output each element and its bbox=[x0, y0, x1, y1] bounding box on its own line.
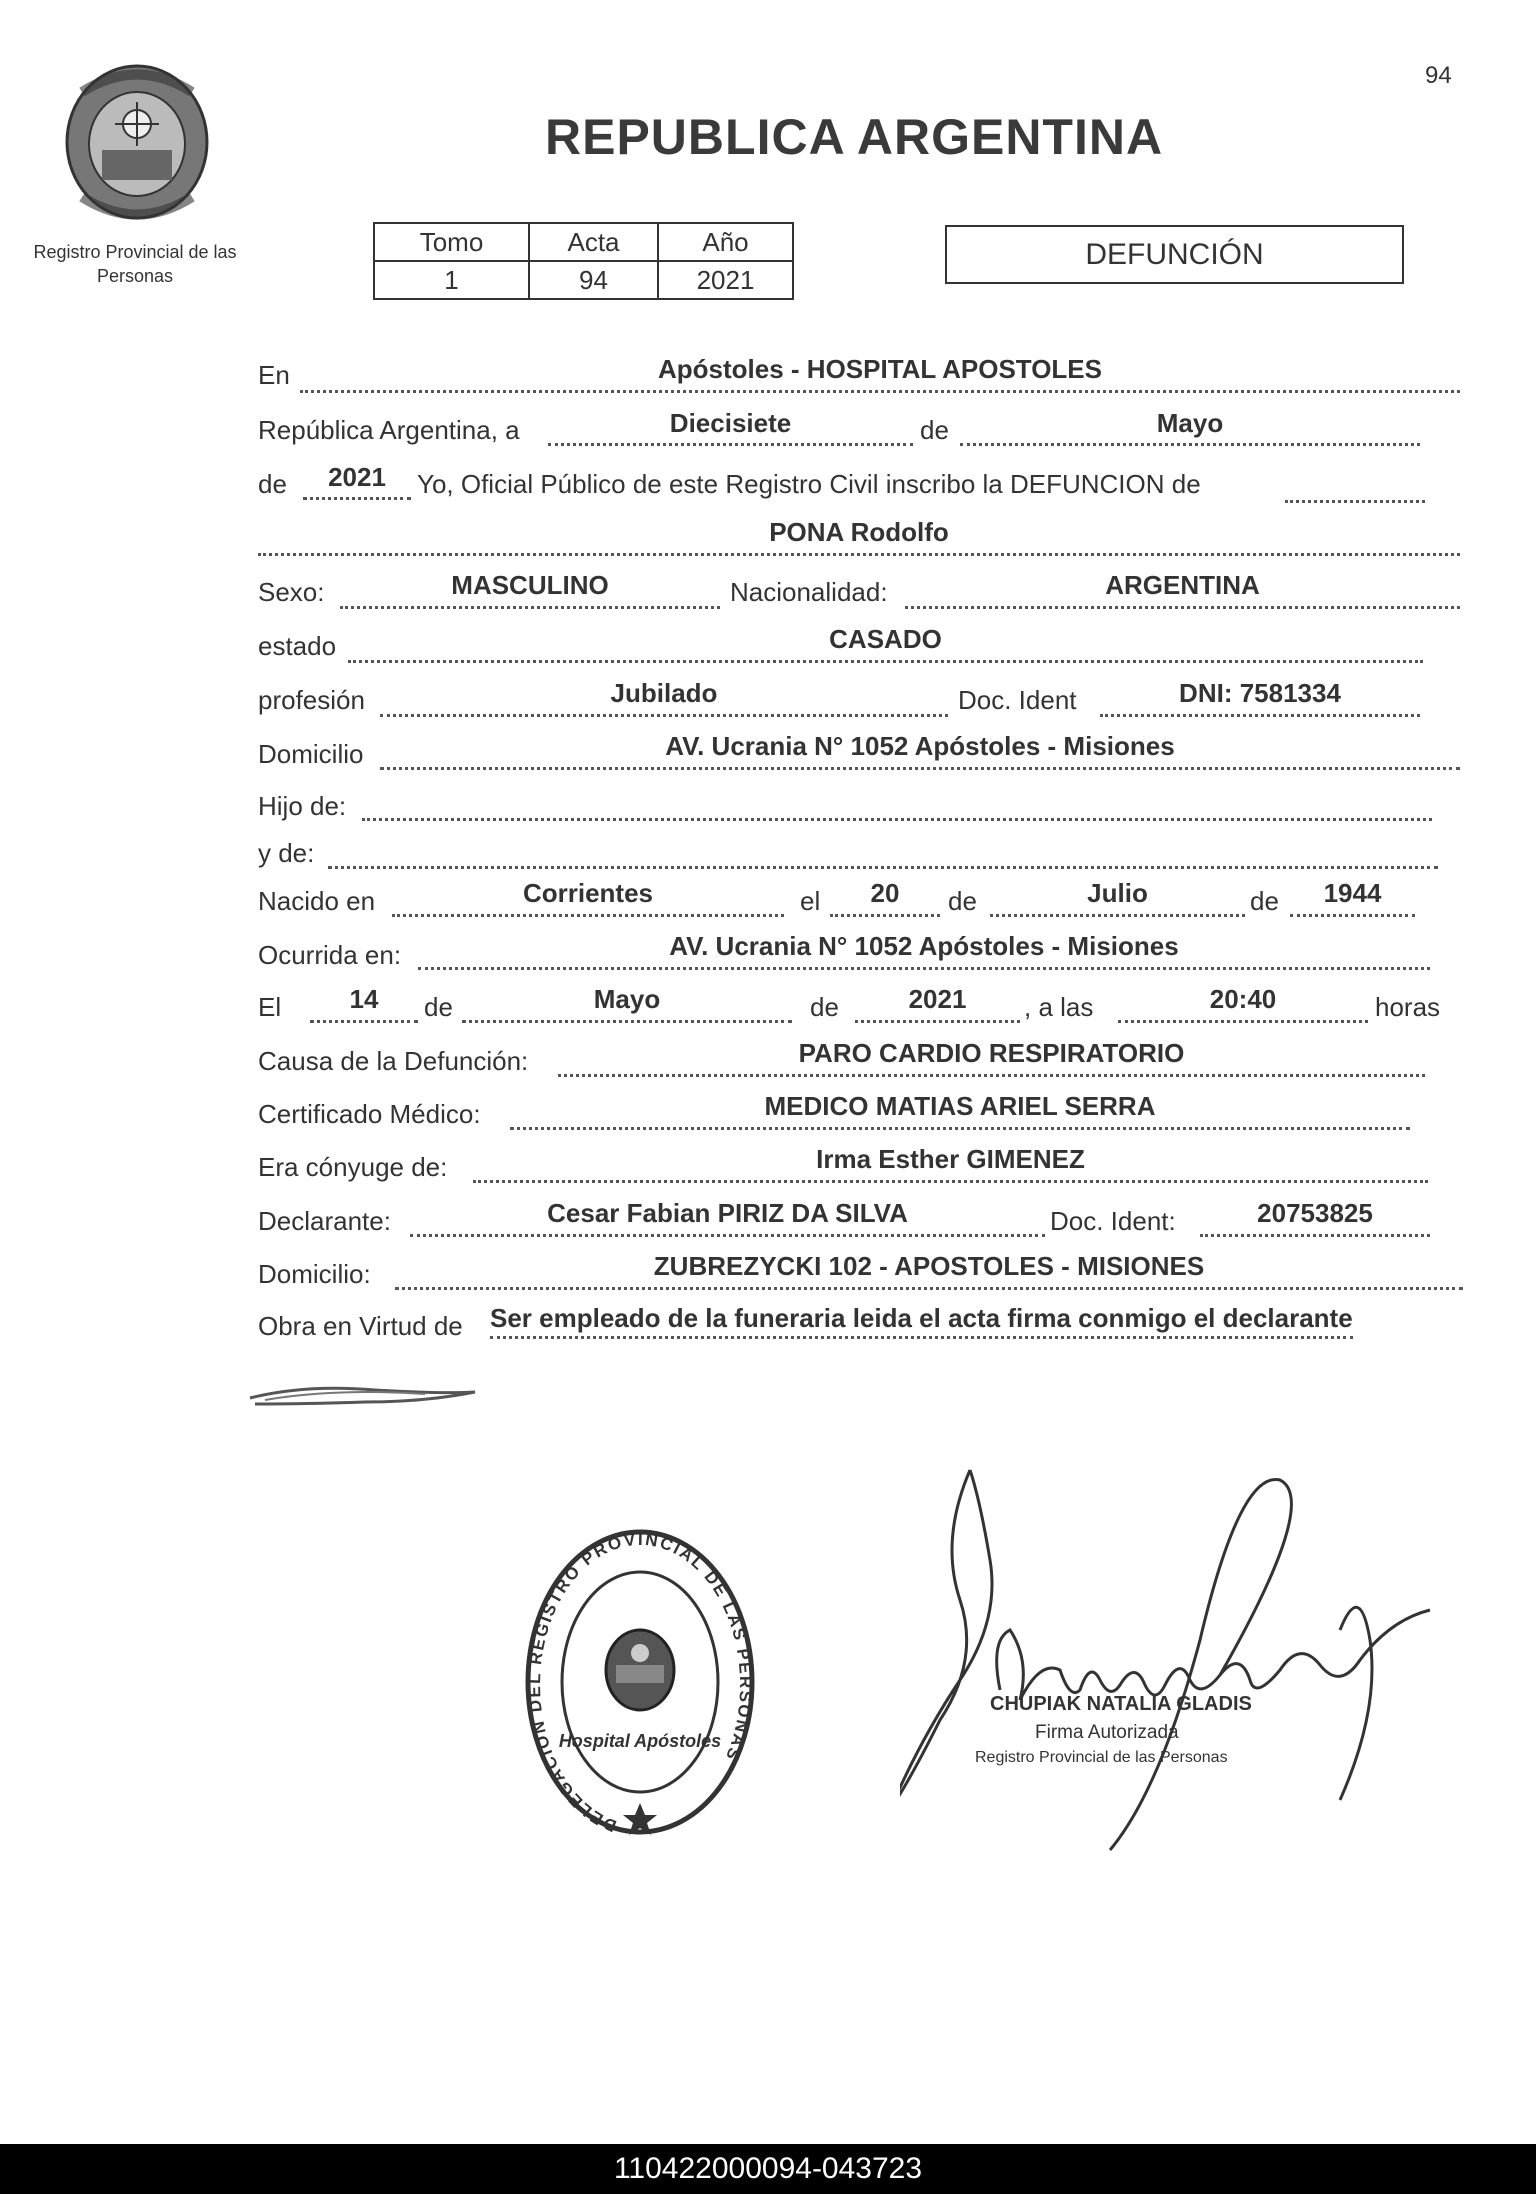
doc-ident-value: DNI: 7581334 bbox=[1179, 678, 1341, 708]
birth-place-value: Corrientes bbox=[522, 878, 654, 908]
a-las-label: , a las bbox=[1024, 992, 1094, 1022]
handwritten-scribble bbox=[245, 1380, 485, 1410]
sexo-label: Sexo: bbox=[258, 577, 325, 607]
declarante-doc-label: Doc. Ident: bbox=[1050, 1206, 1176, 1236]
acta-header: Acta bbox=[529, 223, 658, 261]
death-time-value: 20:40 bbox=[1209, 984, 1277, 1014]
profesion-label: profesión bbox=[258, 685, 365, 715]
signatory-organization: Registro Provincial de las Personas bbox=[975, 1749, 1228, 1766]
republica-label: República Argentina, a bbox=[258, 415, 520, 445]
stamp-inner-text: Hospital Apóstoles bbox=[558, 1731, 722, 1751]
profesion-value: Jubilado bbox=[610, 678, 718, 708]
ocurrida-value: AV. Ucrania N° 1052 Apóstoles - Misiones bbox=[669, 931, 1179, 961]
death-el-label: El bbox=[258, 992, 282, 1022]
acta-value: 94 bbox=[529, 261, 658, 299]
registration-day: Diecisiete bbox=[669, 408, 792, 438]
place-value: Apóstoles - HOSPITAL APOSTOLES bbox=[658, 354, 1102, 384]
declarante-value: Cesar Fabian PIRIZ DA SILVA bbox=[547, 1198, 908, 1228]
domicilio-value: AV. Ucrania N° 1052 Apóstoles - Misiones bbox=[665, 731, 1175, 761]
birth-month-value: Julio bbox=[1087, 878, 1148, 908]
nacionalidad-value: ARGENTINA bbox=[1105, 570, 1260, 600]
birth-year-value: 1944 bbox=[1323, 878, 1382, 908]
horas-label: horas bbox=[1375, 992, 1441, 1022]
birth-day-value: 20 bbox=[870, 878, 900, 908]
anio-value: 2021 bbox=[658, 261, 793, 299]
death-year-value: 2021 bbox=[908, 984, 967, 1014]
signatory-name: CHUPIAK NATALIA GLADIS bbox=[990, 1693, 1252, 1715]
deceased-name: PONA Rodolfo bbox=[769, 517, 949, 547]
death-day-value: 14 bbox=[349, 984, 379, 1014]
de-label: de bbox=[920, 415, 949, 445]
obra-value: Ser empleado de la funeraria leida el acta firma conmigo el declarante bbox=[490, 1303, 1353, 1339]
document-code-footer: 110422000094-043723 bbox=[0, 2144, 1536, 2194]
official-stamp bbox=[520, 1525, 760, 1840]
tomo-header: Tomo bbox=[374, 223, 529, 261]
domicilio-label: Domicilio bbox=[258, 739, 364, 769]
registration-month: Mayo bbox=[1156, 408, 1224, 438]
causa-label: Causa de la Defunción: bbox=[258, 1046, 529, 1076]
anio-header: Año bbox=[658, 223, 793, 261]
sexo-value: MASCULINO bbox=[451, 570, 609, 600]
nacido-label: Nacido en bbox=[258, 886, 376, 916]
domicilio2-value: ZUBREZYCKI 102 - APOSTOLES - MISIONES bbox=[653, 1251, 1205, 1281]
declarante-label: Declarante: bbox=[258, 1206, 391, 1236]
tomo-value: 1 bbox=[374, 261, 529, 299]
certificado-label: Certificado Médico: bbox=[258, 1099, 481, 1129]
certificado-value: MEDICO MATIAS ARIEL SERRA bbox=[764, 1091, 1156, 1121]
hijo-de-label: Hijo de: bbox=[258, 791, 347, 821]
doc-ident-label: Doc. Ident bbox=[958, 685, 1077, 715]
registration-year: 2021 bbox=[328, 462, 386, 492]
nacionalidad-label: Nacionalidad: bbox=[730, 577, 888, 607]
y-de-label: y de: bbox=[258, 838, 315, 868]
registry-table bbox=[373, 222, 794, 300]
page-number: 94 bbox=[1425, 62, 1452, 89]
domicilio2-label: Domicilio: bbox=[258, 1259, 371, 1289]
conyuge-label: Era cónyuge de: bbox=[258, 1152, 448, 1182]
death-month-value: Mayo bbox=[593, 984, 661, 1014]
signatory-role: Firma Autorizada bbox=[1035, 1722, 1179, 1743]
stamp-ring-text: DELEGACION DEL REGISTRO PROVINCIAL DE LAS PERSONAS bbox=[524, 1529, 756, 1836]
ocurrida-label: Ocurrida en: bbox=[258, 940, 402, 970]
conyuge-value: Irma Esther GIMENEZ bbox=[816, 1144, 1085, 1174]
year-prefix-label: de bbox=[258, 469, 287, 499]
declarante-doc-value: 20753825 bbox=[1257, 1198, 1373, 1228]
death-de-label-2: de bbox=[810, 992, 839, 1022]
causa-value: PARO CARDIO RESPIRATORIO bbox=[798, 1038, 1185, 1068]
registry-label: Registro Provincial de las Personas bbox=[33, 242, 237, 286]
en-label: En bbox=[258, 360, 290, 390]
obra-label: Obra en Virtud de bbox=[258, 1311, 463, 1341]
handwritten-signature bbox=[900, 1460, 1440, 1860]
misiones-coat-of-arms-logo bbox=[62, 62, 212, 222]
estado-value: CASADO bbox=[829, 624, 942, 654]
page-title: REPUBLICA ARGENTINA bbox=[545, 109, 1164, 165]
el-label: el bbox=[800, 886, 821, 916]
death-de-label-1: de bbox=[424, 992, 453, 1022]
birth-de-label-2: de bbox=[1250, 886, 1279, 916]
estado-label: estado bbox=[258, 631, 337, 661]
oficial-text: Yo, Oficial Público de este Registro Civil inscribo la DEFUNCION de bbox=[417, 469, 1201, 499]
birth-de-label-1: de bbox=[948, 886, 977, 916]
document-type-box: DEFUNCIÓN bbox=[945, 225, 1404, 284]
